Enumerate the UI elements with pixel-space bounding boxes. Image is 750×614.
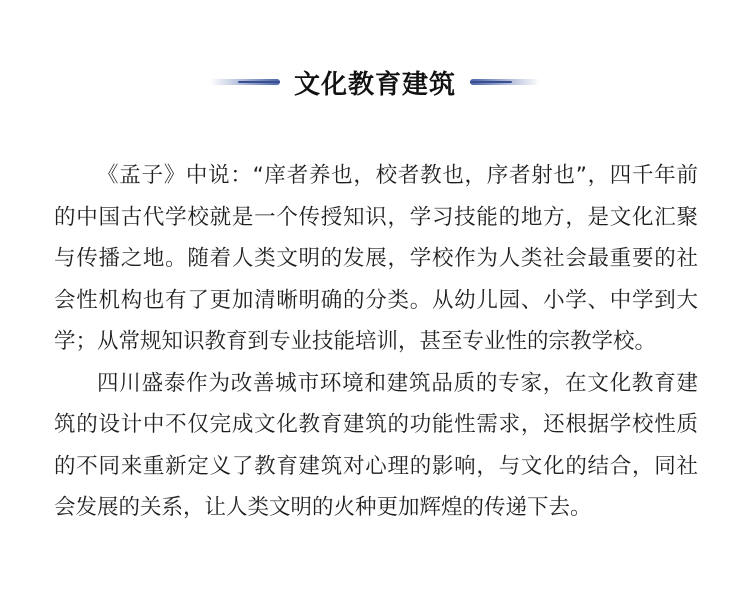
- article-body: [54, 155, 698, 529]
- section-header: [0, 62, 750, 102]
- decorative-rule-left: [210, 79, 280, 85]
- paragraph-intro: 《孟子》中说：“庠者养也，校者教也，序者射也”，四千年前的中国古代学校就是一个传授知识，学习技能的地方，是文化汇聚与传播之地。随着人类文明的发展，学校作为人类社会最重要的社会性机构也有了更加清晰明确的分类。从幼儿园、小学、中学到大学；从常规知识教育到专业技能培训，甚至专业性的宗教学校。: [54, 163, 698, 354]
- page-title: 文化教育建筑: [293, 69, 456, 100]
- paragraph-company: 四川盛泰作为改善城市环境和建筑品质的专家，在文化教育建筑的设计中不仅完成文化教育建筑的功能性需求，还根据学校性质的不同来重新定义了教育建筑对心理的影响，与文化的结合，同社会发展的关系，让人类文明的火种更加辉煌的传递下去。: [54, 370, 698, 520]
- decorative-rule-right: [470, 79, 540, 85]
